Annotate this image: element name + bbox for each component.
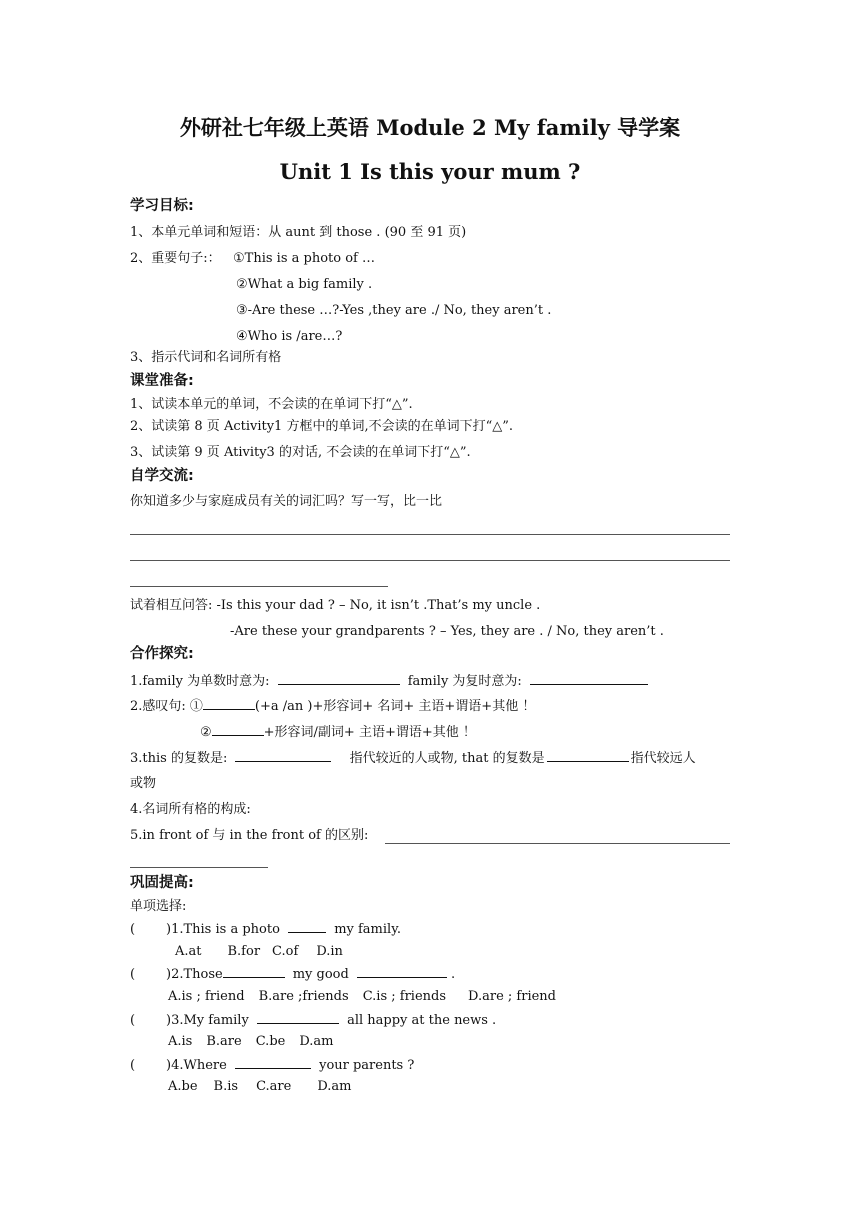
- answer-line-2[interactable]: [130, 560, 730, 561]
- mc-subheading: 单项选择:: [130, 899, 187, 914]
- goals-heading: 学习目标:: [130, 198, 194, 214]
- key-sentence-1: ①This is a photo of …: [233, 251, 375, 266]
- consolidate-heading: 巩固提高:: [130, 875, 194, 891]
- blank-q3[interactable]: [257, 1011, 339, 1024]
- prep-item-1: 1、试读本单元的单词，不会读的在单词下打“△”.: [130, 397, 413, 412]
- mc-question-4: ( )4.Where your parents ?: [130, 1058, 415, 1073]
- unit-title: Unit 1 Is this your mum ?: [279, 159, 581, 184]
- blank-exclamation-1[interactable]: [203, 697, 255, 710]
- coop-q3-cont: 或物: [130, 776, 157, 791]
- coop-q3: 3.this 的复数是: 指代较近的人或物, that 的复数是 指代较远人: [130, 751, 696, 766]
- self-study-heading: 自学交流:: [130, 468, 194, 484]
- blank-q4[interactable]: [235, 1056, 311, 1069]
- blank-q2b[interactable]: [357, 965, 447, 978]
- answer-line-3[interactable]: [130, 586, 388, 587]
- prep-heading: 课堂准备:: [130, 373, 194, 389]
- coop-q4: 4.名词所有格的构成:: [130, 802, 251, 817]
- coop-q2a: 2.感叹句: ① (+a /an )+形容词+ 名词+ 主语+谓语+其他 ！: [130, 699, 536, 714]
- goal-item-3: 3、指示代词和名词所有格: [130, 350, 282, 365]
- mc-question-1: ( )1.This is a photo my family.: [130, 922, 401, 937]
- page-title: 外研社七年级上英语 Module 2 My family 导学案: [179, 115, 681, 140]
- qa-dialog-1: -Is this your dad ? – No, it isn’t .That’s my uncle .: [216, 598, 541, 613]
- prep-item-2: 2、试读第 8 页 Activity1 方框中的单词,不会读的在单词下打“△”.: [130, 419, 514, 434]
- key-sentence-2: ②What a big family .: [236, 277, 373, 292]
- key-sentence-3: ③-Are these …?-Yes ,they are ./ No, they aren’t .: [236, 303, 552, 318]
- goal-item-2-label: 2、重要句子:：: [130, 251, 221, 266]
- blank-exclamation-2[interactable]: [212, 723, 264, 736]
- mc-question-3: ( )3.My family all happy at the news .: [130, 1013, 497, 1028]
- blank-singular-meaning[interactable]: [278, 672, 400, 685]
- coop-q5: 5.in front of 与 in the front of 的区别:: [130, 828, 369, 843]
- prep-item-3: 3、试读第 9 页 Ativity3 的对话, 不会读的在单词下打“△”.: [130, 445, 471, 460]
- blank-q2a[interactable]: [223, 965, 285, 978]
- qa-line-1: [130, 597, 540, 615]
- key-sentence-4: ④Who is /are…?: [236, 329, 343, 344]
- mc-options-3: A.is B.are C.be D.am: [168, 1034, 334, 1049]
- mc-options-4: A.be B.is C.are D.am: [168, 1079, 352, 1094]
- mc-options-2: A.is ; friend B.are ;friends C.is ; friends D.are ; friend: [168, 989, 556, 1004]
- goal-item-1: 1、本单元单词和短语：从 aunt 到 those . (90 至 91 页): [130, 225, 467, 240]
- vocab-prompt: 你知道多少与家庭成员有关的词汇吗？写一写，比一比: [130, 494, 443, 509]
- coop-q1: 1.family 为单数时意为: family 为复时意为:: [130, 672, 652, 691]
- blank-that-plural[interactable]: [547, 749, 629, 762]
- mc-options-1: A.at B.for C.of D.in: [175, 944, 343, 959]
- qa-label: 试着相互问答:: [130, 598, 213, 613]
- blank-plural-meaning[interactable]: [530, 672, 648, 685]
- coop-q2b: ② +形容词/副词+ 主语+谓语+其他 ！: [200, 725, 476, 740]
- blank-difference-line-1[interactable]: [385, 843, 730, 844]
- coop-heading: 合作探究:: [130, 646, 194, 662]
- mc-question-2: ( )2.Those my good .: [130, 967, 456, 982]
- blank-q1[interactable]: [288, 920, 326, 933]
- qa-dialog-2: -Are these your grandparents ? – Yes, they are . / No, they aren’t .: [230, 624, 664, 639]
- blank-this-plural[interactable]: [235, 749, 331, 762]
- answer-line-1[interactable]: [130, 534, 730, 535]
- blank-difference-line-2[interactable]: [130, 867, 268, 868]
